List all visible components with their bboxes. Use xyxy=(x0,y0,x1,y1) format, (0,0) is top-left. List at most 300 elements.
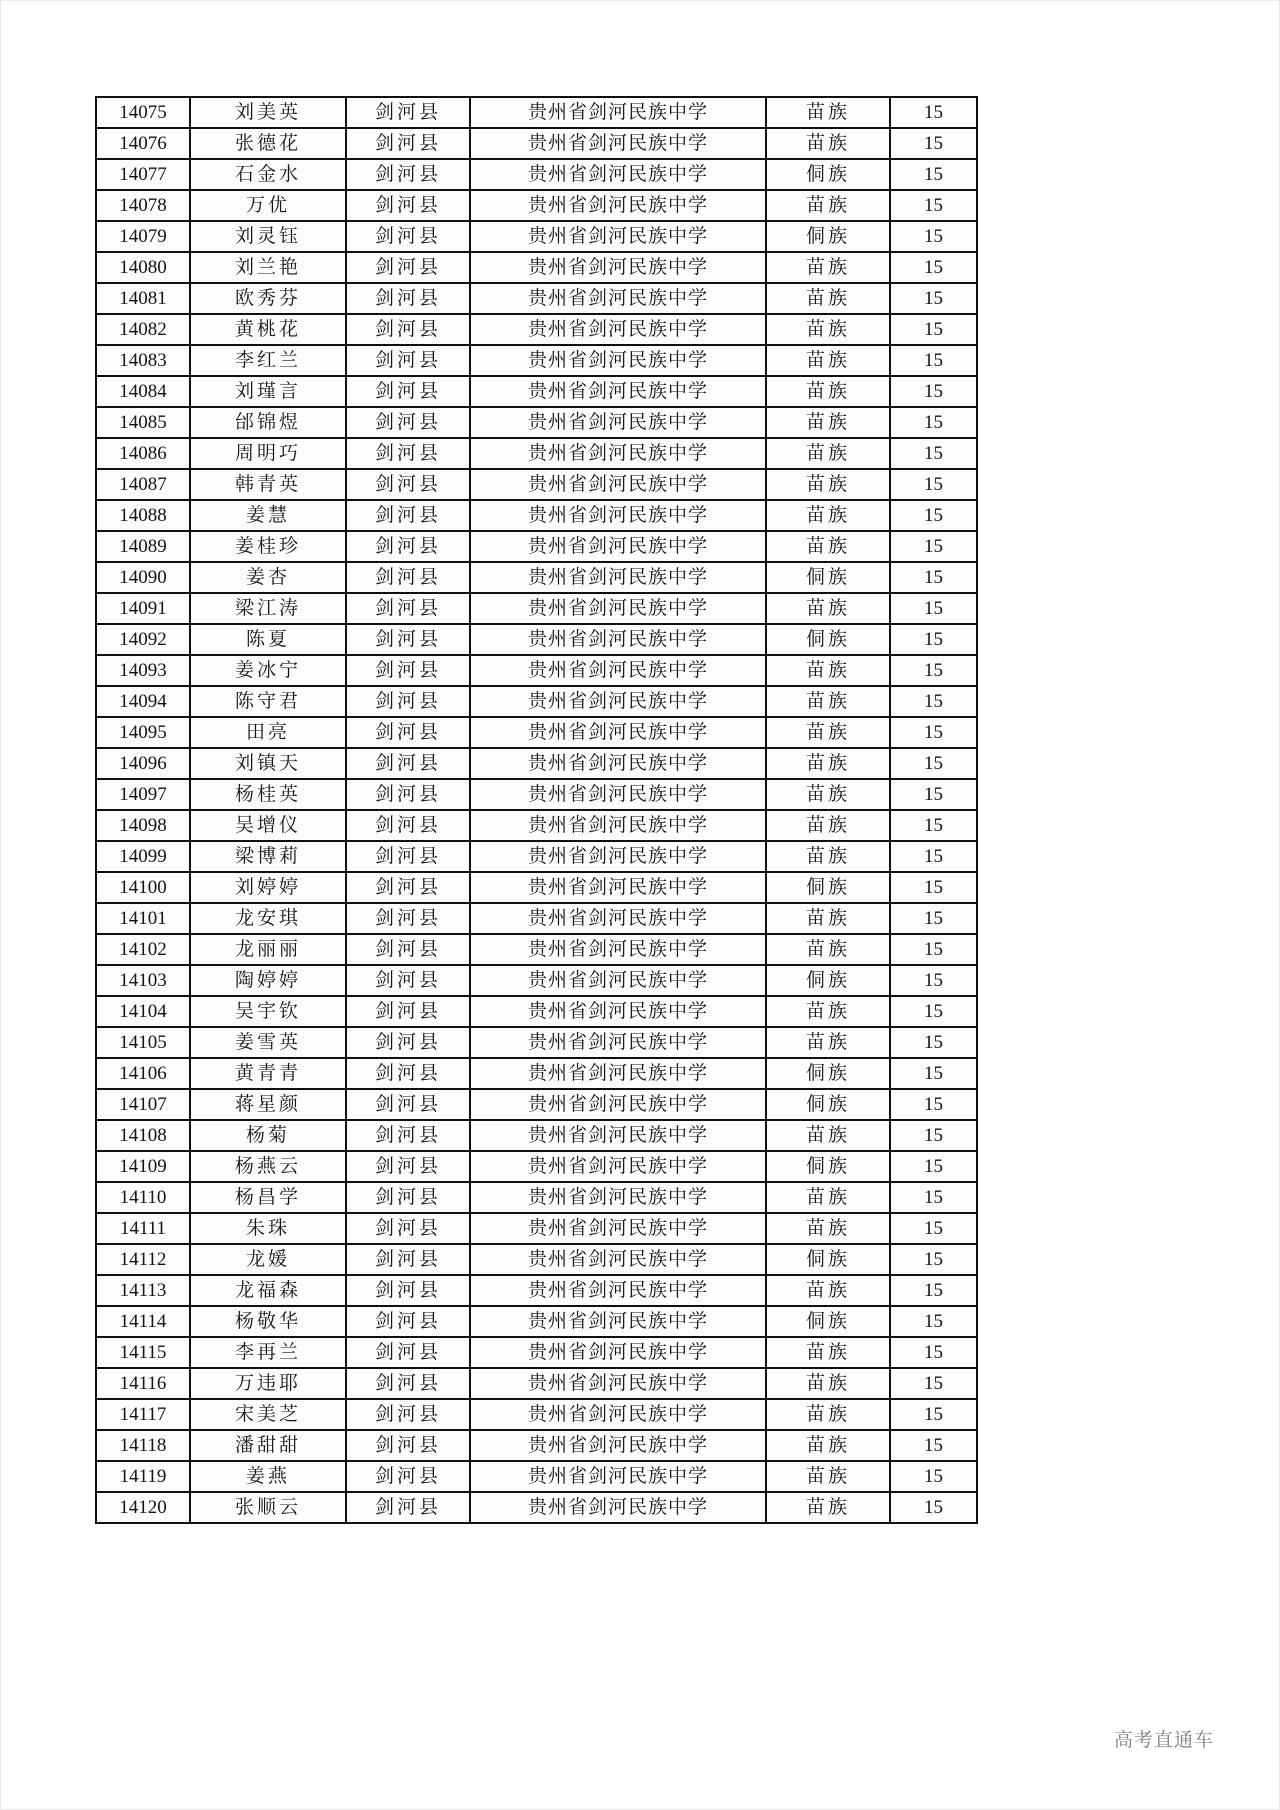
table-row xyxy=(96,283,977,314)
cell-school: 贵州省剑河民族中学 xyxy=(470,1182,766,1213)
cell-name: 杨菊 xyxy=(190,1120,346,1151)
cell-name: 张顺云 xyxy=(190,1492,346,1523)
cell-ethnicity: 苗族 xyxy=(766,531,890,562)
cell-county: 剑河县 xyxy=(346,314,470,345)
table-row xyxy=(96,1244,977,1275)
cell-ethnicity: 苗族 xyxy=(766,1120,890,1151)
cell-school: 贵州省剑河民族中学 xyxy=(470,97,766,128)
cell-school: 贵州省剑河民族中学 xyxy=(470,562,766,593)
table-row xyxy=(96,934,977,965)
table-row xyxy=(96,1368,977,1399)
cell-id: 14090 xyxy=(96,562,190,593)
cell-county: 剑河县 xyxy=(346,1058,470,1089)
table-row xyxy=(96,376,977,407)
cell-county: 剑河县 xyxy=(346,1430,470,1461)
cell-id: 14103 xyxy=(96,965,190,996)
cell-score: 15 xyxy=(890,314,977,345)
cell-county: 剑河县 xyxy=(346,1120,470,1151)
cell-score: 15 xyxy=(890,996,977,1027)
cell-county: 剑河县 xyxy=(346,190,470,221)
cell-score: 15 xyxy=(890,1058,977,1089)
cell-ethnicity: 苗族 xyxy=(766,1275,890,1306)
cell-id: 14085 xyxy=(96,407,190,438)
cell-name: 龙福森 xyxy=(190,1275,346,1306)
cell-id: 14114 xyxy=(96,1306,190,1337)
table-row xyxy=(96,407,977,438)
cell-school: 贵州省剑河民族中学 xyxy=(470,779,766,810)
cell-name: 吴增仪 xyxy=(190,810,346,841)
cell-county: 剑河县 xyxy=(346,283,470,314)
cell-ethnicity: 苗族 xyxy=(766,655,890,686)
cell-score: 15 xyxy=(890,376,977,407)
cell-ethnicity: 苗族 xyxy=(766,1430,890,1461)
table-row xyxy=(96,1120,977,1151)
cell-id: 14108 xyxy=(96,1120,190,1151)
cell-name: 梁江涛 xyxy=(190,593,346,624)
cell-county: 剑河县 xyxy=(346,562,470,593)
table-row xyxy=(96,965,977,996)
cell-school: 贵州省剑河民族中学 xyxy=(470,376,766,407)
table-row xyxy=(96,593,977,624)
table-row xyxy=(96,624,977,655)
cell-id: 14076 xyxy=(96,128,190,159)
cell-id: 14107 xyxy=(96,1089,190,1120)
cell-school: 贵州省剑河民族中学 xyxy=(470,252,766,283)
cell-ethnicity: 苗族 xyxy=(766,376,890,407)
cell-score: 15 xyxy=(890,1151,977,1182)
cell-school: 贵州省剑河民族中学 xyxy=(470,283,766,314)
cell-school: 贵州省剑河民族中学 xyxy=(470,1368,766,1399)
cell-school: 贵州省剑河民族中学 xyxy=(470,1337,766,1368)
cell-score: 15 xyxy=(890,1275,977,1306)
table-row xyxy=(96,1027,977,1058)
table-row xyxy=(96,221,977,252)
cell-county: 剑河县 xyxy=(346,779,470,810)
cell-ethnicity: 苗族 xyxy=(766,1399,890,1430)
cell-id: 14077 xyxy=(96,159,190,190)
cell-county: 剑河县 xyxy=(346,748,470,779)
table-row xyxy=(96,1182,977,1213)
cell-id: 14095 xyxy=(96,717,190,748)
candidate-roster-table xyxy=(95,96,978,1524)
cell-score: 15 xyxy=(890,1337,977,1368)
cell-ethnicity: 侗族 xyxy=(766,221,890,252)
table-row xyxy=(96,686,977,717)
table-row xyxy=(96,190,977,221)
cell-id: 14106 xyxy=(96,1058,190,1089)
cell-school: 贵州省剑河民族中学 xyxy=(470,686,766,717)
cell-school: 贵州省剑河民族中学 xyxy=(470,624,766,655)
table-row xyxy=(96,1213,977,1244)
cell-school: 贵州省剑河民族中学 xyxy=(470,1089,766,1120)
table-row xyxy=(96,1461,977,1492)
cell-school: 贵州省剑河民族中学 xyxy=(470,469,766,500)
table-row xyxy=(96,562,977,593)
cell-id: 14100 xyxy=(96,872,190,903)
cell-county: 剑河县 xyxy=(346,97,470,128)
cell-id: 14099 xyxy=(96,841,190,872)
cell-county: 剑河县 xyxy=(346,810,470,841)
cell-ethnicity: 苗族 xyxy=(766,128,890,159)
cell-score: 15 xyxy=(890,903,977,934)
cell-school: 贵州省剑河民族中学 xyxy=(470,934,766,965)
cell-school: 贵州省剑河民族中学 xyxy=(470,717,766,748)
cell-score: 15 xyxy=(890,1120,977,1151)
cell-county: 剑河县 xyxy=(346,1368,470,1399)
cell-score: 15 xyxy=(890,97,977,128)
watermark-label: 高考直通车 xyxy=(1113,1730,1214,1751)
cell-score: 15 xyxy=(890,779,977,810)
cell-ethnicity: 侗族 xyxy=(766,624,890,655)
cell-score: 15 xyxy=(890,1182,977,1213)
cell-county: 剑河县 xyxy=(346,1492,470,1523)
cell-school: 贵州省剑河民族中学 xyxy=(470,1492,766,1523)
cell-county: 剑河县 xyxy=(346,1461,470,1492)
cell-id: 14098 xyxy=(96,810,190,841)
cell-id: 14094 xyxy=(96,686,190,717)
cell-school: 贵州省剑河民族中学 xyxy=(470,221,766,252)
cell-score: 15 xyxy=(890,562,977,593)
cell-score: 15 xyxy=(890,593,977,624)
cell-ethnicity: 苗族 xyxy=(766,97,890,128)
cell-id: 14075 xyxy=(96,97,190,128)
cell-score: 15 xyxy=(890,1492,977,1523)
cell-id: 14097 xyxy=(96,779,190,810)
cell-name: 陶婷婷 xyxy=(190,965,346,996)
table-row xyxy=(96,1492,977,1523)
table-row xyxy=(96,438,977,469)
cell-score: 15 xyxy=(890,686,977,717)
table-row xyxy=(96,872,977,903)
cell-ethnicity: 苗族 xyxy=(766,1213,890,1244)
cell-name: 宋美芝 xyxy=(190,1399,346,1430)
cell-county: 剑河县 xyxy=(346,376,470,407)
cell-id: 14117 xyxy=(96,1399,190,1430)
cell-county: 剑河县 xyxy=(346,1213,470,1244)
cell-name: 刘灵钰 xyxy=(190,221,346,252)
cell-score: 15 xyxy=(890,1213,977,1244)
cell-id: 14093 xyxy=(96,655,190,686)
cell-county: 剑河县 xyxy=(346,345,470,376)
cell-score: 15 xyxy=(890,717,977,748)
cell-score: 15 xyxy=(890,1430,977,1461)
cell-name: 李再兰 xyxy=(190,1337,346,1368)
table-row xyxy=(96,1337,977,1368)
cell-id: 14111 xyxy=(96,1213,190,1244)
cell-score: 15 xyxy=(890,1027,977,1058)
cell-school: 贵州省剑河民族中学 xyxy=(470,500,766,531)
cell-county: 剑河县 xyxy=(346,252,470,283)
cell-name: 黄青青 xyxy=(190,1058,346,1089)
cell-ethnicity: 侗族 xyxy=(766,1058,890,1089)
cell-ethnicity: 苗族 xyxy=(766,779,890,810)
cell-county: 剑河县 xyxy=(346,438,470,469)
cell-county: 剑河县 xyxy=(346,841,470,872)
cell-county: 剑河县 xyxy=(346,1399,470,1430)
cell-ethnicity: 苗族 xyxy=(766,593,890,624)
cell-ethnicity: 苗族 xyxy=(766,314,890,345)
cell-name: 姜燕 xyxy=(190,1461,346,1492)
cell-id: 14084 xyxy=(96,376,190,407)
cell-id: 14078 xyxy=(96,190,190,221)
cell-score: 15 xyxy=(890,407,977,438)
cell-name: 龙丽丽 xyxy=(190,934,346,965)
cell-school: 贵州省剑河民族中学 xyxy=(470,1306,766,1337)
cell-id: 14081 xyxy=(96,283,190,314)
cell-school: 贵州省剑河民族中学 xyxy=(470,748,766,779)
cell-score: 15 xyxy=(890,469,977,500)
cell-name: 黄桃花 xyxy=(190,314,346,345)
cell-name: 石金水 xyxy=(190,159,346,190)
cell-school: 贵州省剑河民族中学 xyxy=(470,593,766,624)
page-content xyxy=(95,96,943,1524)
cell-id: 14110 xyxy=(96,1182,190,1213)
cell-school: 贵州省剑河民族中学 xyxy=(470,1027,766,1058)
cell-id: 14112 xyxy=(96,1244,190,1275)
cell-county: 剑河县 xyxy=(346,624,470,655)
table-row xyxy=(96,1089,977,1120)
cell-name: 韩青英 xyxy=(190,469,346,500)
cell-name: 万优 xyxy=(190,190,346,221)
cell-county: 剑河县 xyxy=(346,717,470,748)
cell-id: 14101 xyxy=(96,903,190,934)
table-row xyxy=(96,655,977,686)
cell-county: 剑河县 xyxy=(346,159,470,190)
cell-score: 15 xyxy=(890,872,977,903)
cell-score: 15 xyxy=(890,655,977,686)
cell-county: 剑河县 xyxy=(346,500,470,531)
table-row xyxy=(96,841,977,872)
cell-name: 刘瑾言 xyxy=(190,376,346,407)
table-row xyxy=(96,469,977,500)
cell-name: 姜雪英 xyxy=(190,1027,346,1058)
cell-name: 刘婷婷 xyxy=(190,872,346,903)
cell-id: 14086 xyxy=(96,438,190,469)
cell-ethnicity: 侗族 xyxy=(766,965,890,996)
cell-name: 姜慧 xyxy=(190,500,346,531)
cell-ethnicity: 苗族 xyxy=(766,841,890,872)
cell-county: 剑河县 xyxy=(346,593,470,624)
cell-ethnicity: 苗族 xyxy=(766,252,890,283)
cell-id: 14089 xyxy=(96,531,190,562)
cell-ethnicity: 苗族 xyxy=(766,1182,890,1213)
cell-name: 万违耶 xyxy=(190,1368,346,1399)
cell-school: 贵州省剑河民族中学 xyxy=(470,965,766,996)
table-row xyxy=(96,779,977,810)
cell-name: 朱珠 xyxy=(190,1213,346,1244)
cell-ethnicity: 苗族 xyxy=(766,407,890,438)
cell-ethnicity: 苗族 xyxy=(766,1461,890,1492)
table-row xyxy=(96,810,977,841)
cell-name: 杨桂英 xyxy=(190,779,346,810)
cell-ethnicity: 苗族 xyxy=(766,190,890,221)
cell-ethnicity: 苗族 xyxy=(766,686,890,717)
cell-county: 剑河县 xyxy=(346,1244,470,1275)
cell-school: 贵州省剑河民族中学 xyxy=(470,1399,766,1430)
cell-name: 杨燕云 xyxy=(190,1151,346,1182)
cell-name: 姜冰宁 xyxy=(190,655,346,686)
table-row xyxy=(96,1151,977,1182)
cell-id: 14118 xyxy=(96,1430,190,1461)
cell-name: 刘镇天 xyxy=(190,748,346,779)
cell-school: 贵州省剑河民族中学 xyxy=(470,438,766,469)
table-row xyxy=(96,531,977,562)
cell-ethnicity: 苗族 xyxy=(766,934,890,965)
cell-county: 剑河县 xyxy=(346,996,470,1027)
cell-ethnicity: 苗族 xyxy=(766,1492,890,1523)
table-row xyxy=(96,903,977,934)
cell-name: 龙安琪 xyxy=(190,903,346,934)
cell-school: 贵州省剑河民族中学 xyxy=(470,159,766,190)
cell-county: 剑河县 xyxy=(346,1151,470,1182)
roster-table-body xyxy=(96,97,977,1523)
cell-school: 贵州省剑河民族中学 xyxy=(470,1120,766,1151)
table-row xyxy=(96,1275,977,1306)
cell-school: 贵州省剑河民族中学 xyxy=(470,996,766,1027)
table-row xyxy=(96,159,977,190)
table-row xyxy=(96,97,977,128)
table-row xyxy=(96,748,977,779)
cell-score: 15 xyxy=(890,159,977,190)
cell-id: 14105 xyxy=(96,1027,190,1058)
cell-ethnicity: 侗族 xyxy=(766,1089,890,1120)
cell-score: 15 xyxy=(890,1244,977,1275)
cell-id: 14092 xyxy=(96,624,190,655)
cell-ethnicity: 苗族 xyxy=(766,500,890,531)
cell-county: 剑河县 xyxy=(346,1275,470,1306)
cell-id: 14079 xyxy=(96,221,190,252)
cell-name: 吴宇钦 xyxy=(190,996,346,1027)
cell-id: 14115 xyxy=(96,1337,190,1368)
cell-school: 贵州省剑河民族中学 xyxy=(470,345,766,376)
table-row xyxy=(96,996,977,1027)
cell-score: 15 xyxy=(890,965,977,996)
cell-ethnicity: 苗族 xyxy=(766,283,890,314)
cell-ethnicity: 苗族 xyxy=(766,996,890,1027)
cell-ethnicity: 苗族 xyxy=(766,345,890,376)
cell-name: 田亮 xyxy=(190,717,346,748)
cell-name: 陈夏 xyxy=(190,624,346,655)
cell-name: 陈守君 xyxy=(190,686,346,717)
cell-name: 刘兰艳 xyxy=(190,252,346,283)
cell-county: 剑河县 xyxy=(346,903,470,934)
cell-name: 蒋星颜 xyxy=(190,1089,346,1120)
cell-school: 贵州省剑河民族中学 xyxy=(470,810,766,841)
cell-id: 14119 xyxy=(96,1461,190,1492)
table-row xyxy=(96,500,977,531)
cell-score: 15 xyxy=(890,438,977,469)
cell-county: 剑河县 xyxy=(346,407,470,438)
cell-county: 剑河县 xyxy=(346,128,470,159)
cell-school: 贵州省剑河民族中学 xyxy=(470,407,766,438)
cell-id: 14116 xyxy=(96,1368,190,1399)
cell-name: 梁博莉 xyxy=(190,841,346,872)
cell-name: 姜桂珍 xyxy=(190,531,346,562)
cell-score: 15 xyxy=(890,1089,977,1120)
cell-county: 剑河县 xyxy=(346,872,470,903)
table-row xyxy=(96,1399,977,1430)
cell-id: 14104 xyxy=(96,996,190,1027)
cell-ethnicity: 侗族 xyxy=(766,562,890,593)
cell-id: 14102 xyxy=(96,934,190,965)
cell-school: 贵州省剑河民族中学 xyxy=(470,1151,766,1182)
cell-county: 剑河县 xyxy=(346,531,470,562)
cell-score: 15 xyxy=(890,252,977,283)
cell-ethnicity: 苗族 xyxy=(766,748,890,779)
cell-score: 15 xyxy=(890,748,977,779)
cell-id: 14113 xyxy=(96,1275,190,1306)
cell-id: 14083 xyxy=(96,345,190,376)
cell-score: 15 xyxy=(890,1306,977,1337)
cell-ethnicity: 苗族 xyxy=(766,1337,890,1368)
cell-ethnicity: 苗族 xyxy=(766,1368,890,1399)
cell-score: 15 xyxy=(890,1461,977,1492)
cell-name: 杨敬华 xyxy=(190,1306,346,1337)
cell-score: 15 xyxy=(890,624,977,655)
cell-ethnicity: 侗族 xyxy=(766,1151,890,1182)
cell-score: 15 xyxy=(890,841,977,872)
cell-school: 贵州省剑河民族中学 xyxy=(470,903,766,934)
cell-id: 14082 xyxy=(96,314,190,345)
cell-county: 剑河县 xyxy=(346,1306,470,1337)
cell-county: 剑河县 xyxy=(346,965,470,996)
cell-school: 贵州省剑河民族中学 xyxy=(470,1461,766,1492)
cell-county: 剑河县 xyxy=(346,655,470,686)
cell-school: 贵州省剑河民族中学 xyxy=(470,314,766,345)
cell-name: 刘美英 xyxy=(190,97,346,128)
cell-id: 14087 xyxy=(96,469,190,500)
table-row xyxy=(96,345,977,376)
cell-name: 张德花 xyxy=(190,128,346,159)
cell-score: 15 xyxy=(890,934,977,965)
table-row xyxy=(96,128,977,159)
table-row xyxy=(96,314,977,345)
cell-name: 欧秀芬 xyxy=(190,283,346,314)
cell-name: 潘甜甜 xyxy=(190,1430,346,1461)
cell-score: 15 xyxy=(890,345,977,376)
cell-score: 15 xyxy=(890,531,977,562)
cell-school: 贵州省剑河民族中学 xyxy=(470,531,766,562)
table-row xyxy=(96,1058,977,1089)
cell-school: 贵州省剑河民族中学 xyxy=(470,190,766,221)
cell-score: 15 xyxy=(890,128,977,159)
cell-name: 周明巧 xyxy=(190,438,346,469)
cell-ethnicity: 苗族 xyxy=(766,903,890,934)
cell-school: 贵州省剑河民族中学 xyxy=(470,655,766,686)
cell-school: 贵州省剑河民族中学 xyxy=(470,841,766,872)
cell-id: 14091 xyxy=(96,593,190,624)
cell-name: 龙媛 xyxy=(190,1244,346,1275)
cell-name: 邰锦煜 xyxy=(190,407,346,438)
cell-name: 杨昌学 xyxy=(190,1182,346,1213)
cell-ethnicity: 苗族 xyxy=(766,810,890,841)
cell-school: 贵州省剑河民族中学 xyxy=(470,1430,766,1461)
cell-school: 贵州省剑河民族中学 xyxy=(470,1244,766,1275)
cell-id: 14088 xyxy=(96,500,190,531)
cell-score: 15 xyxy=(890,810,977,841)
cell-ethnicity: 苗族 xyxy=(766,1027,890,1058)
table-row xyxy=(96,1430,977,1461)
cell-name: 姜杏 xyxy=(190,562,346,593)
cell-county: 剑河县 xyxy=(346,934,470,965)
table-row xyxy=(96,1306,977,1337)
cell-id: 14096 xyxy=(96,748,190,779)
cell-score: 15 xyxy=(890,190,977,221)
cell-school: 贵州省剑河民族中学 xyxy=(470,128,766,159)
cell-name: 李红兰 xyxy=(190,345,346,376)
cell-county: 剑河县 xyxy=(346,686,470,717)
cell-score: 15 xyxy=(890,1368,977,1399)
